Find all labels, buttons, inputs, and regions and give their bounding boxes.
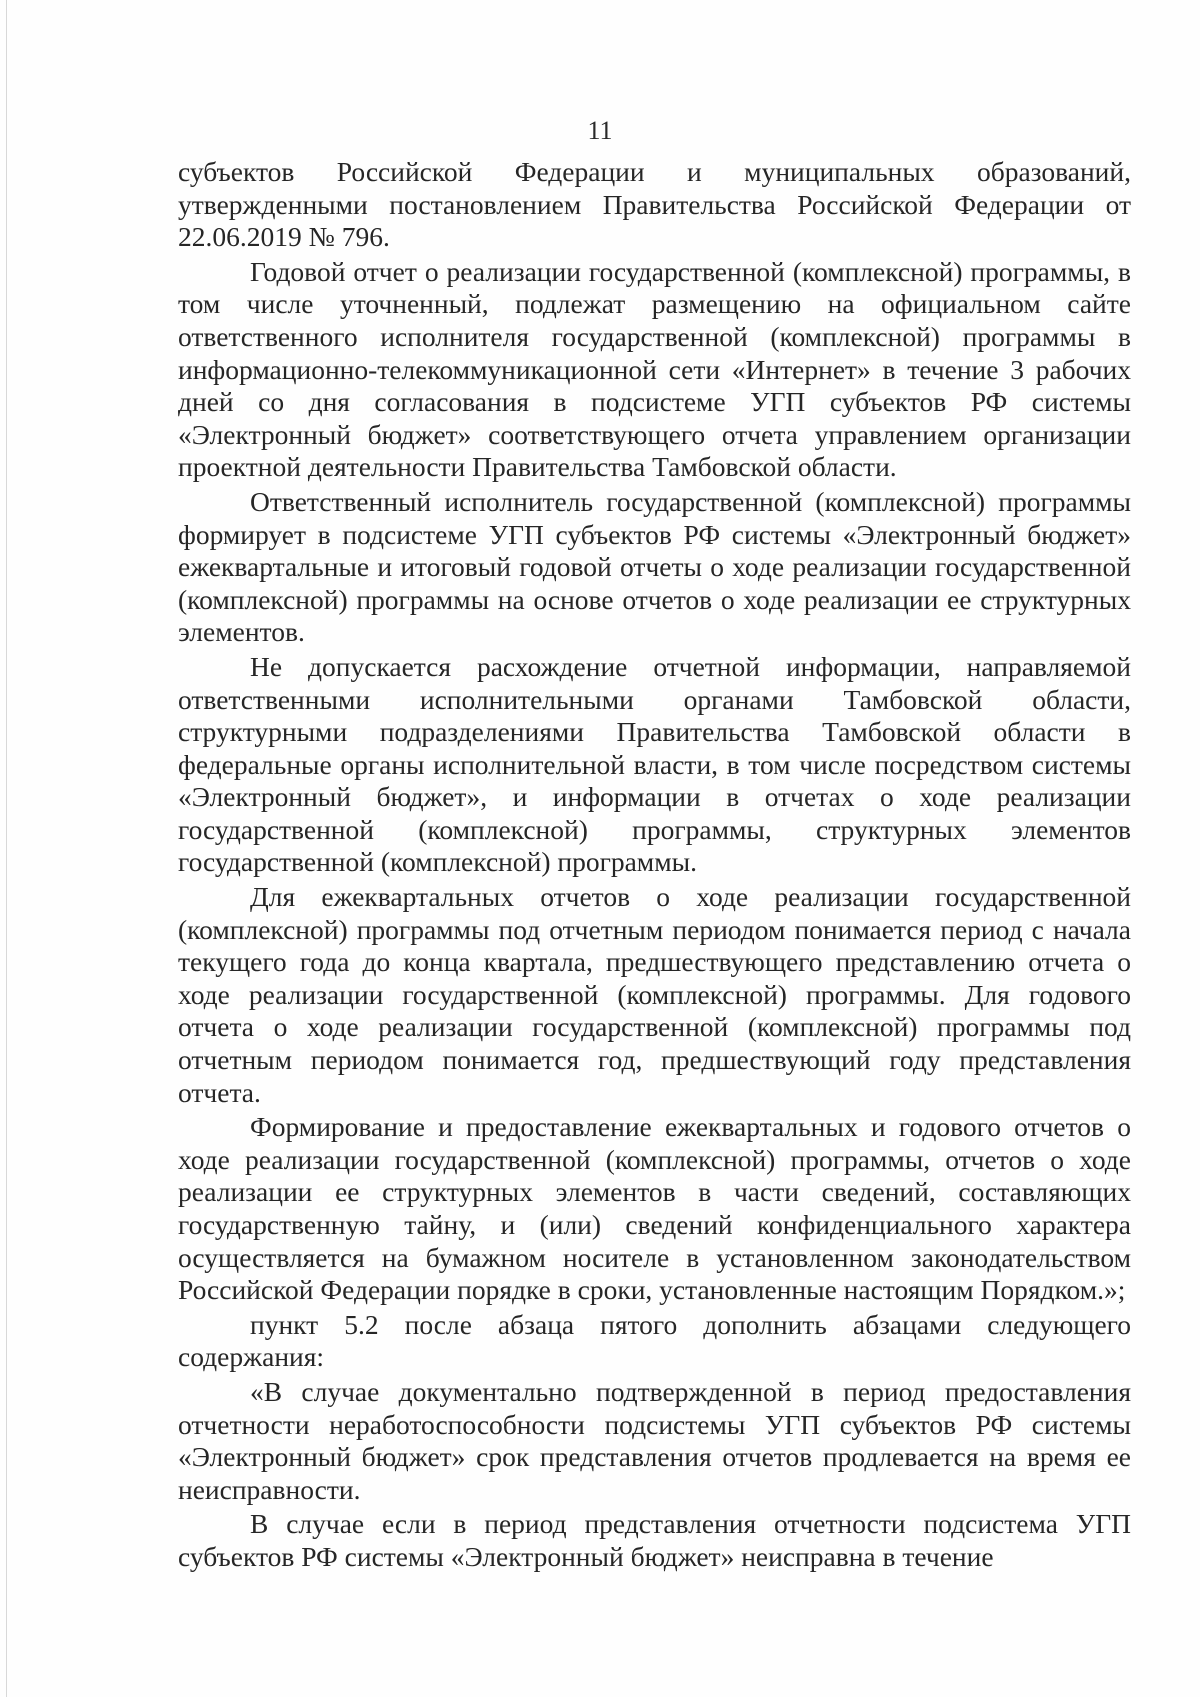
paragraph-annual-report-publication: Годовой отчет о реализации государственной (комплексной) программы, в том числе уточненный, подлежат размещению на официальном сайте ответственного исполнителя государственной (комплексной) программы в информационно-телекоммуникационной сети «Интернет» в течение 3 рабочих дней со дня согласования в подсистеме УГП субъектов РФ системы «Электронный бюджет» соответствующего отчета управлением организации проектной деятельности Правительства Тамбовской области. [178,255,1131,483]
paragraph-clause-5-2: пункт 5.2 после абзаца пятого дополнить абзацами следующего содержания: [178,1308,1131,1373]
paragraph-system-malfunction-continued: В случае если в период представления отчетности подсистема УГП субъектов РФ системы «Электронный бюджет» неисправна в течение [178,1508,1131,1572]
paragraph-responsible-executor: Ответственный исполнитель государственной (комплексной) программы формирует в подсистеме УГП субъектов РФ системы «Электронный бюджет» ежеквартальные и итоговый годовой отчеты о ходе реализации государственной (комплексной) программы на основе отчетов о ходе реализации ее структурных элементов. [178,485,1131,648]
document-body [178,156,1131,1576]
paragraph-reporting-period: Для ежеквартальных отчетов о ходе реализации государственной (комплексной) программы под отчетным периодом понимается период с начала текущего года до конца квартала, предшествующего представлению отчета о ходе реализации государственной (комплексной) программы. Для годового отчета о ходе реализации государственной (комплексной) программы под отчетным периодом понимается год, предшествующий году представления отчета. [178,881,1131,1108]
paragraph-no-discrepancy: Не допускается расхождение отчетной информации, направляемой ответственными исполнительными органами Тамбовской области, структурными подразделениями Правительства Тамбовской области в федеральные органы исполнительной власти, в том числе посредством системы «Электронный бюджет», и информации в отчетах о ходе реализации государственной (комплексной) программы, структурных элементов государственной (комплексной) программы. [178,650,1131,878]
scan-edge-line [6,0,7,1697]
paragraph-system-malfunction: «В случае документально подтвержденной в период предоставления отчетности неработоспособности подсистемы УГП субъектов РФ системы «Электронный бюджет» срок представления отчетов продлевается на время ее неисправности. [178,1375,1131,1505]
paragraph-classified-reports: Формирование и предоставление ежеквартальных и годового отчетов о ходе реализации государственной (комплексной) программы, отчетов о ходе реализации ее структурных элементов в части сведений, составляющих государственную тайну, и (или) сведений конфиденциального характера осуществляется на бумажном носителе в установленном законодательством Российской Федерации порядке в сроки, установленные настоящим Порядком.»; [178,1111,1131,1306]
paragraph-continuation: субъектов Российской Федерации и муниципальных образований, утвержденными постановлением Правительства Российской Федерации от 22.06.2019 № 796. [178,156,1131,253]
page-number: 11 [587,116,613,145]
